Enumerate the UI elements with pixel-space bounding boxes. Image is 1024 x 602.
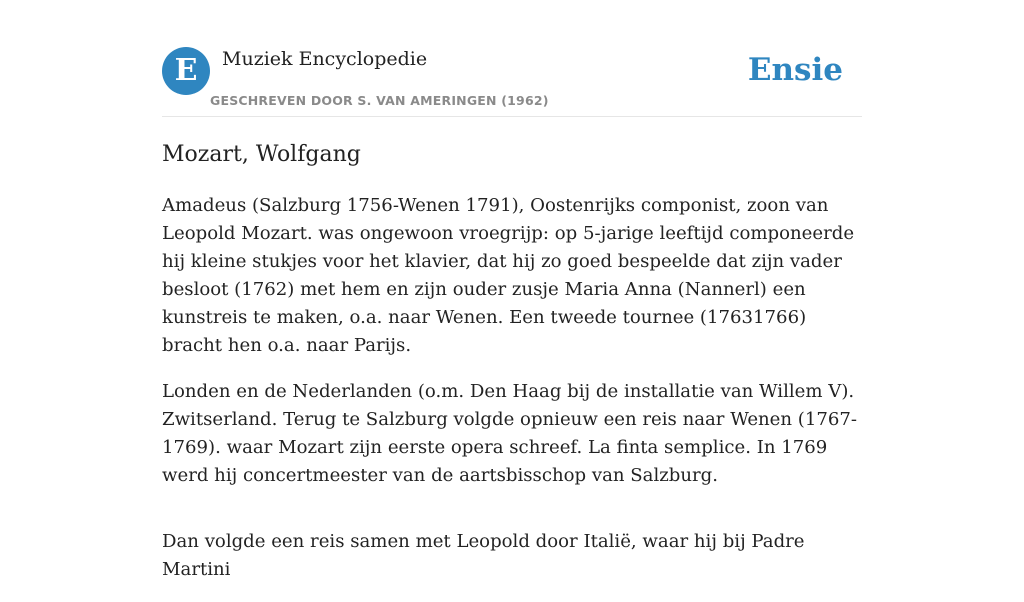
- encyclopedia-name-link[interactable]: Muziek Encyclopedie: [222, 48, 428, 70]
- encyclopedia-logo-icon[interactable]: E: [162, 47, 210, 95]
- article-paragraph: Londen en de Nederlanden (o.m. Den Haag bij de installatie van Willem V). Zwitserland. Terug te Salzburg volgde opnieuw een reis naar Wenen (1767-1769). waar Mozart zijn eerste opera schreef. La finta semplice. In 1769 werd hij concertmeester van de aartsbisschop van Salzburg.: [162, 381, 858, 486]
- article-paragraph: Amadeus (Salzburg 1756-Wenen 1791), Oostenrijks componist, zoon van Leopold Mozart. was ongewoon vroegrijp: op 5-jarige leeftijd componeerde hij kleine stukjes voor het klavier, dat hij zo goed bespeelde dat zijn vader besloot (1762) met hem en zijn ouder zusje Maria Anna (Nannerl) een kunstreis te maken, o.a. naar Wenen. Een tweede tournee (17631766) bracht hen o.a. naar Parijs.: [162, 195, 855, 356]
- article-body: [162, 192, 862, 602]
- author-byline: GESCHREVEN DOOR S. VAN AMERINGEN (1962): [210, 93, 549, 108]
- ensie-brand-logo[interactable]: Ensie: [747, 52, 843, 88]
- article-title: Mozart, Wolfgang: [162, 142, 361, 167]
- article-paragraph: Dan volgde een reis samen met Leopold door Italië, waar hij bij Padre Martini: [162, 531, 805, 580]
- site-header: [162, 46, 862, 117]
